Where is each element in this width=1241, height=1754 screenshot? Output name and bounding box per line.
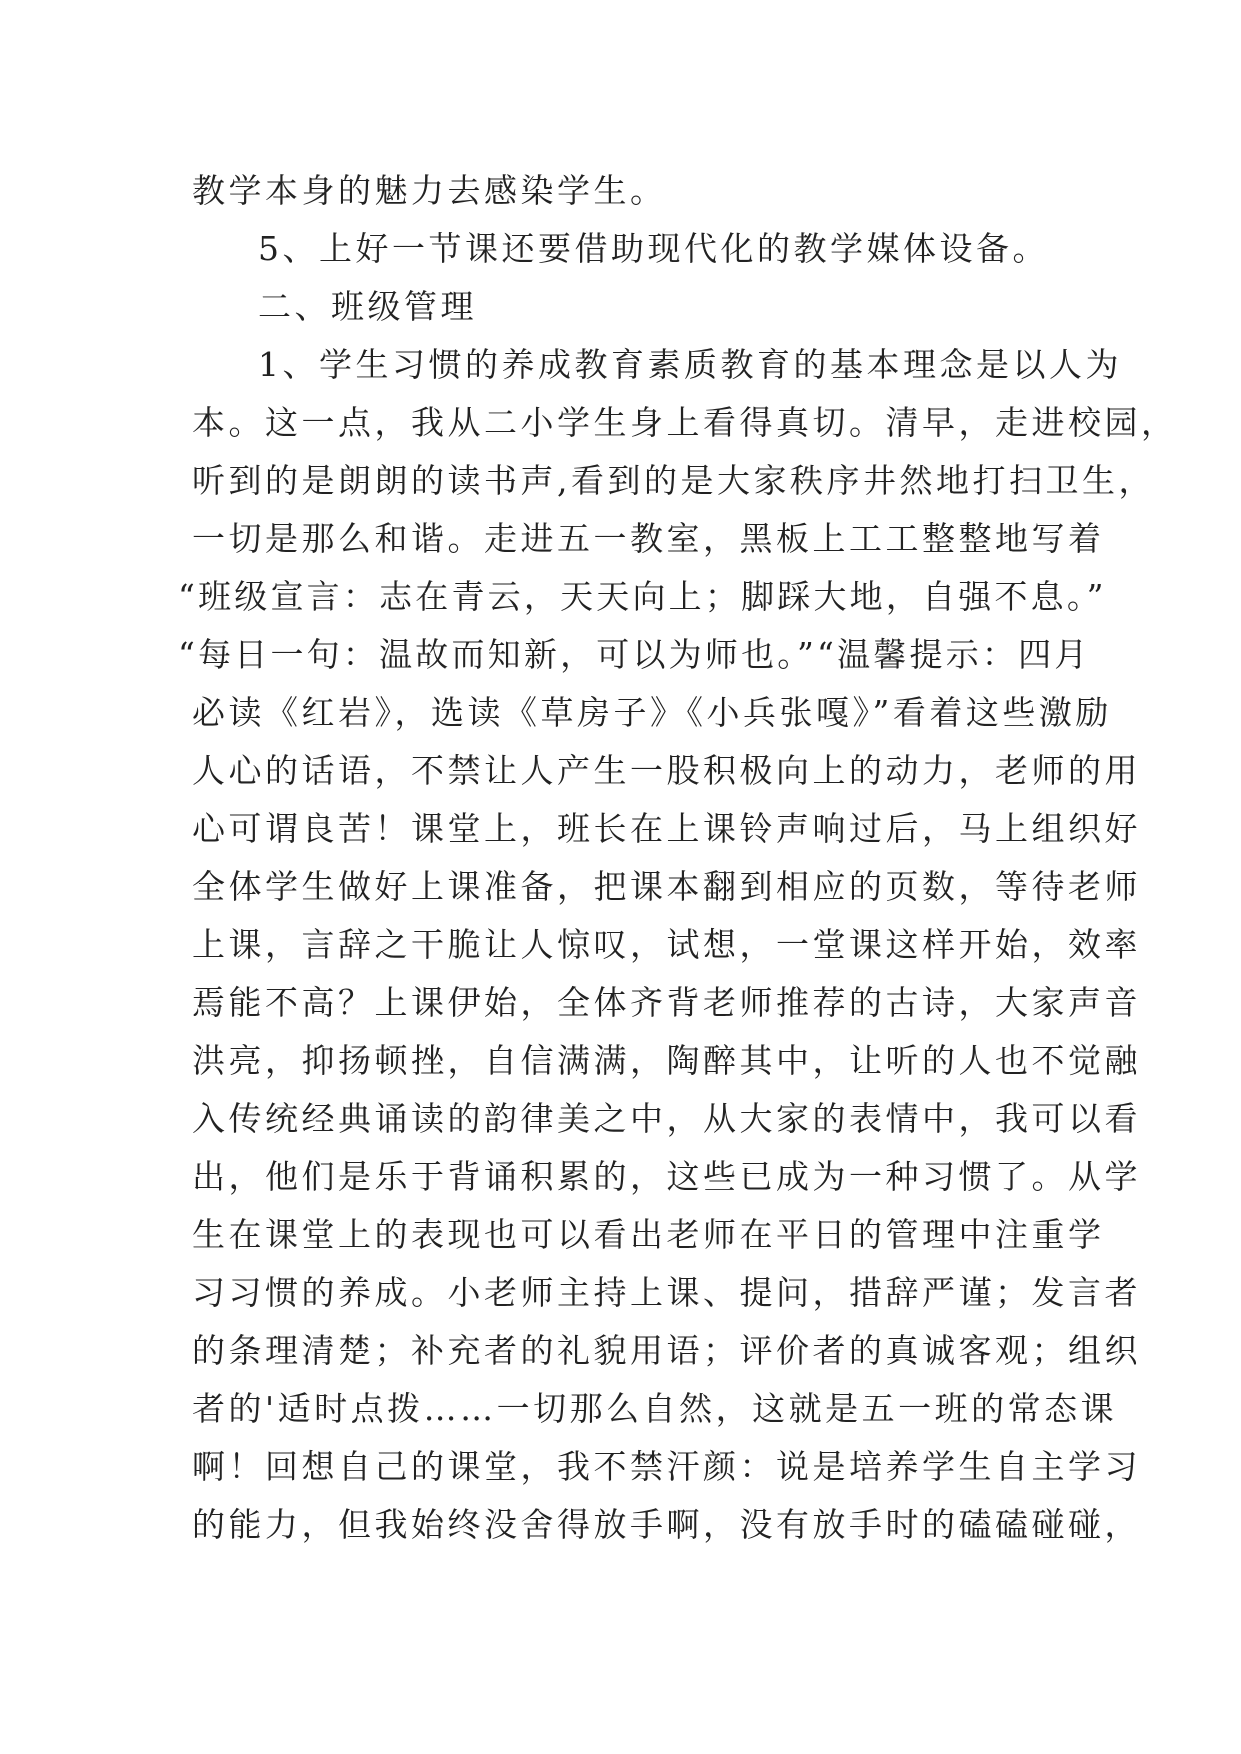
paragraph-line: 心可谓良苦！课堂上，班长在上课铃声响过后，马上组织好: [192, 809, 1141, 848]
paragraph-line: 焉能不高？上课伊始，全体齐背老师推荐的古诗，大家声音: [192, 983, 1141, 1022]
paragraph-line: 一切是那么和谐。走进五一教室，黑板上工工整整地写着: [192, 519, 1105, 558]
section-heading-class-management: 二、班级管理: [258, 287, 477, 326]
paragraph-line: 上课，言辞之干脆让人惊叹，试想，一堂课这样开始，效率: [192, 925, 1141, 964]
paragraph-line: 啊！回想自己的课堂，我不禁汗颜：说是培养学生自主学习: [192, 1447, 1141, 1486]
paragraph-line: “班级宣言：志在青云，天天向上；脚踩大地，自强不息。”: [178, 577, 1107, 616]
paragraph-line: 全体学生做好上课准备，把课本翻到相应的页数，等待老师: [192, 867, 1141, 906]
text-line-point-5: 5、上好一节课还要借助现代化的教学媒体设备。: [258, 229, 1049, 268]
paragraph-line: 洪亮，抑扬顿挫，自信满满，陶醉其中，让听的人也不觉融: [192, 1041, 1141, 1080]
paragraph-line: 习习惯的养成。小老师主持上课、提问，措辞严谨；发言者: [192, 1273, 1141, 1312]
paragraph-line: 的条理清楚；补充者的礼貌用语；评价者的真诚客观；组织: [192, 1331, 1141, 1370]
paragraph-line: 本。这一点，我从二小学生身上看得真切。清早，走进校园，: [192, 403, 1178, 442]
paragraph-line: 出，他们是乐于背诵积累的，这些已成为一种习惯了。从学: [192, 1157, 1141, 1196]
paragraph-line: 生在课堂上的表现也可以看出老师在平日的管理中注重学: [192, 1215, 1105, 1254]
paragraph-line: 1、学生习惯的养成教育素质教育的基本理念是以人为: [258, 345, 1122, 384]
paragraph-line: 者的'适时点拨……一切那么自然，这就是五一班的常态课: [192, 1389, 1118, 1428]
paragraph-line: 必读《红岩》，选读《草房子》《小兵张嘎》”看着这些激励: [192, 693, 1112, 732]
paragraph-line: 的能力，但我始终没舍得放手啊，没有放手时的磕磕碰碰，: [192, 1505, 1141, 1544]
text-line-continuation: 教学本身的魅力去感染学生。: [192, 171, 667, 210]
body-text: [178, 162, 1178, 1554]
paragraph-line: 听到的是朗朗的读书声,看到的是大家秩序井然地打扫卫生，: [192, 461, 1155, 500]
paragraph-line: “每日一句：温故而知新，可以为师也。”“温馨提示：四月: [178, 635, 1091, 674]
paragraph-line: 人心的话语，不禁让人产生一股积极向上的动力，老师的用: [192, 751, 1141, 790]
paragraph-line: 入传统经典诵读的韵律美之中，从大家的表情中，我可以看: [192, 1099, 1141, 1138]
